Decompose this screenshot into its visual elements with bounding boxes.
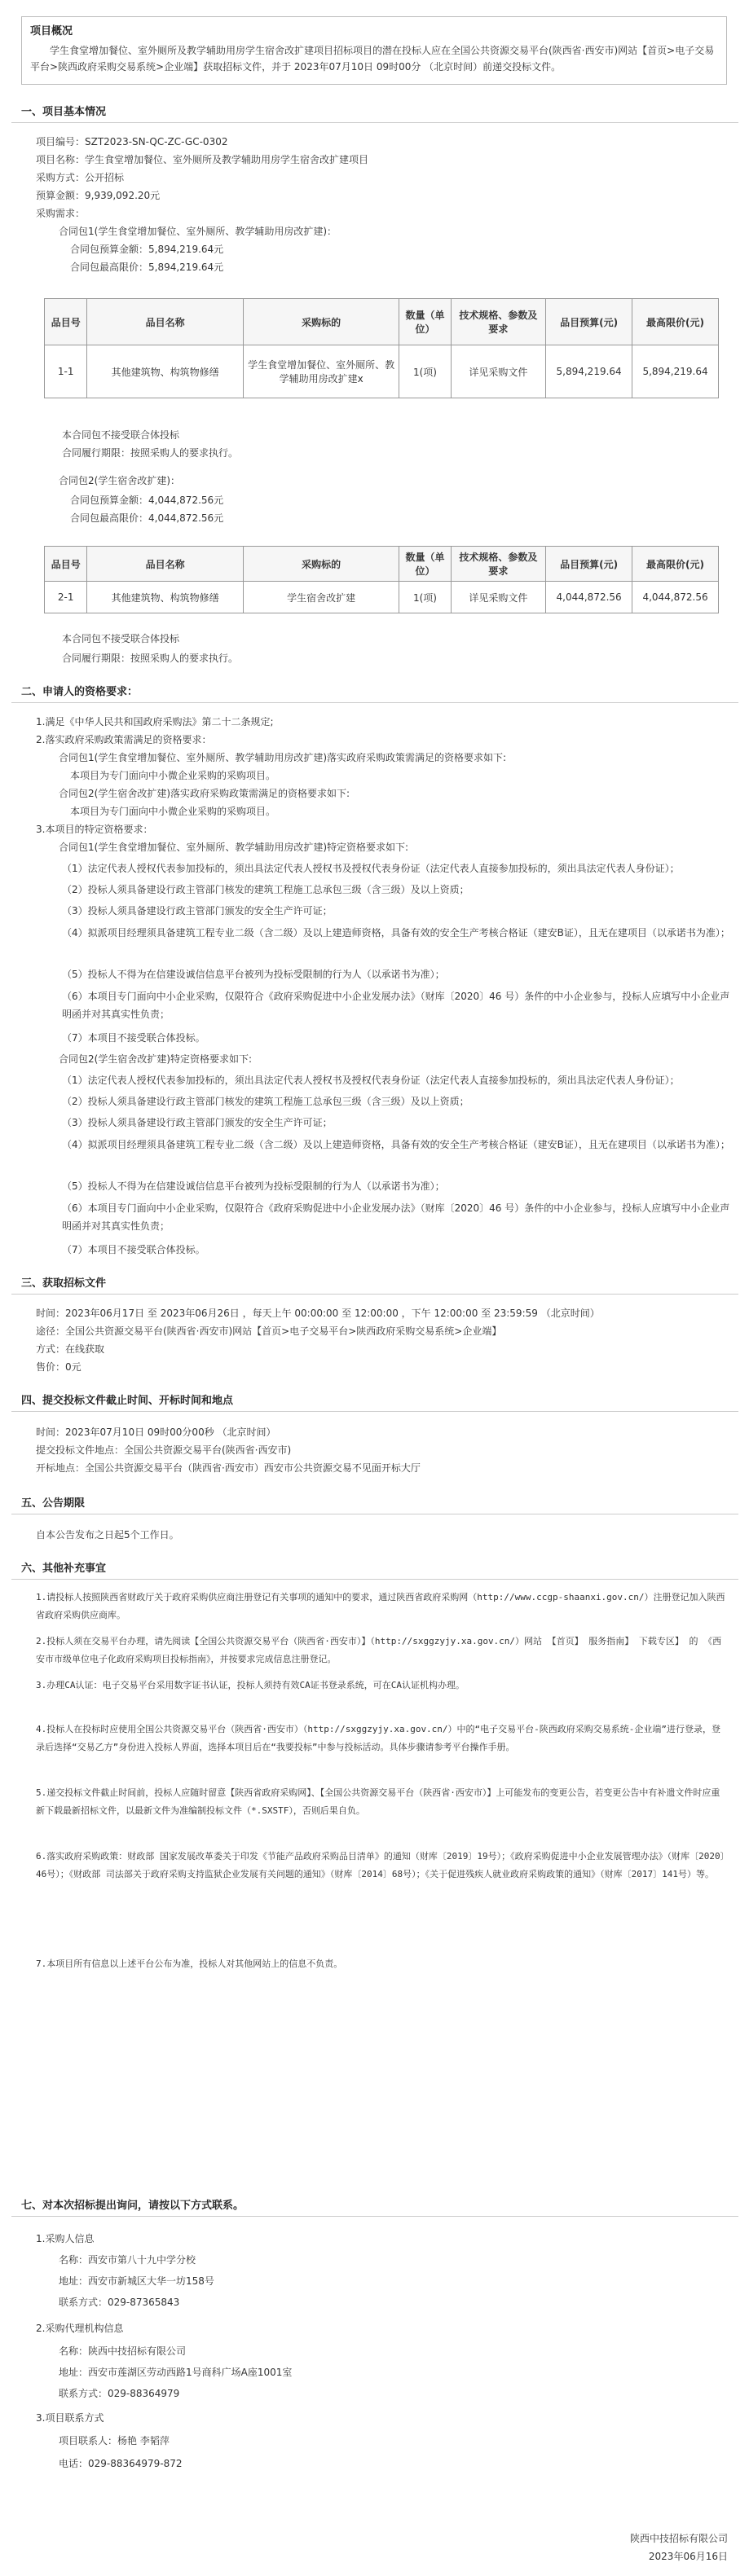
procurement-need: 采购需求：	[36, 208, 86, 219]
qual-item: （3）投标人须具备建设行政主管部门颁发的安全生产许可证；	[62, 905, 333, 917]
qual-item: （4）拟派项目经理须具备建筑工程专业二级（含二级）及以上建造师资格，具备有效的安全生产考核合格证（建安B证），且无在建项目（以承诺书为准）；	[62, 1139, 730, 1150]
th-spec: 技术规格、参数及要求	[451, 299, 546, 345]
overview-body: 学生食堂增加餐位、室外厕所及教学辅助用房学生宿舍改扩建项目招标项目的潜在投标人应在全国公共资源交易平台(陕西省·西安市)网站【首页>电子交易平台>陕西政府采购交易系统>企业端】获取招标文件，并于 2023年07月10日 09时00分 （北京时间）前递交投标文件。	[30, 45, 715, 73]
cell-target: 学生食堂增加餐位、室外厕所、教学辅助用房改扩建x	[243, 345, 399, 398]
cell-spec: 详见采购文件	[451, 345, 546, 398]
qual-item: （1）法定代表人授权代表参加投标的，须出具法定代表人授权书及授权代表身份证（法定代表人直接参加投标的，须出具法定代表人身份证）；	[62, 863, 680, 874]
th-budget: 品目预算(元)	[546, 299, 632, 345]
qual-item: （6）本项目专门面向中小企业采购，仅限符合《政府采购促进中小企业发展办法》（财库〔2020〕46 号）条件的中小企业参与，投标人应填写中小企业声明函并对其真实性负责；	[62, 991, 730, 1020]
divider	[11, 2216, 738, 2217]
qual-line: 本项目为专门面向中小微企业采购的采购项目。	[70, 806, 276, 817]
th-quantity: 数量（单位）	[399, 299, 451, 345]
footer-date: 2023年06月16日	[648, 2551, 728, 2562]
th-item-name: 品目名称	[87, 547, 244, 582]
agent-heading: 2.采购代理机构信息	[36, 2323, 124, 2334]
qual-item: （2）投标人须具备建设行政主管部门核发的建筑工程施工总承包三级（含三级）及以上资质；	[62, 884, 469, 895]
qual-line: 合同包1(学生食堂增加餐位、室外厕所、教学辅助用房改扩建)落实政府采购政策需满足的资格要求如下:	[59, 752, 507, 763]
divider	[11, 1294, 738, 1295]
qual-line: 2.落实政府采购政策需满足的资格要求：	[36, 734, 212, 745]
cell-item-name: 其他建筑物、构筑物修缮	[87, 582, 244, 613]
cell-budget: 5,894,219.64	[546, 345, 632, 398]
table-row	[45, 582, 719, 613]
th-item-name: 品目名称	[87, 299, 244, 345]
buyer-phone: 联系方式：029-87365843	[59, 2297, 180, 2308]
cell-item-name: 其他建筑物、构筑物修缮	[87, 345, 244, 398]
lot1-table	[44, 298, 719, 398]
section5-title: 五、公告期限	[21, 1497, 86, 1510]
section7-title: 七、对本次招标提出询问，请按以下方式联系。	[21, 2200, 245, 2212]
buyer-name: 名称：西安市第八十九中学分校	[59, 2254, 196, 2266]
contact-phone: 电话：029-88364979-872	[59, 2458, 183, 2469]
notice-period: 自本公告发布之日起5个工作日。	[36, 1529, 179, 1541]
qual-item: （7）本项目不接受联合体投标。	[62, 1244, 205, 1255]
th-spec: 技术规格、参数及要求	[451, 547, 546, 582]
section1-title: 一、项目基本情况	[21, 106, 107, 118]
qual-line: 合同包1(学生食堂增加餐位、室外厕所、教学辅助用房改扩建)特定资格要求如下:	[59, 842, 409, 853]
th-max: 最高限价(元)	[632, 299, 719, 345]
lot2-note-term: 合同履行期限：按照采购人的要求执行。	[62, 653, 239, 664]
qual-item: （4）拟派项目经理须具备建筑工程专业二级（含二级）及以上建造师资格，具备有效的安全生产考核合格证（建安B证），且无在建项目（以承诺书为准）；	[62, 927, 730, 939]
obtain-place: 途径：全国公共资源交易平台(陕西省·西安市)网站【首页>电子交易平台>陕西政府采购交易系统>企业端】	[36, 1325, 502, 1337]
divider	[11, 1579, 738, 1580]
cell-quantity: 1(项)	[399, 582, 451, 613]
deadline-time: 时间：2023年07月10日 09时00分00秒 （北京时间）	[36, 1426, 276, 1438]
buyer-heading: 1.采购人信息	[36, 2233, 95, 2244]
qual-line: 合同包2(学生宿舍改扩建)特定资格要求如下:	[59, 1053, 253, 1065]
th-max: 最高限价(元)	[632, 547, 719, 582]
lot1-note-consortium: 本合同包不接受联合体投标	[62, 429, 180, 441]
note-paragraph: 6.落实政府采购政策：财政部 国家发展改革委关于印发《节能产品政府采购品目清单》的通知（财库〔2019〕19号）；《政府采购促进中小企业发展管理办法》（财库〔2020〕46号）；《财政部 司法部关于政府采购支持监狱企业发展有关问题的通知》（财库〔2014〕68号）；《关于促进残疾人就业政府采购政策的通知》（财库〔2017〕141号）等。	[36, 1851, 725, 1879]
qual-item: （7）本项目不接受联合体投标。	[62, 1032, 205, 1044]
th-quantity: 数量（单位）	[399, 547, 451, 582]
th-item-no: 品目号	[45, 299, 87, 345]
qual-item: （1）法定代表人授权代表参加投标的，须出具法定代表人授权书及授权代表身份证（法定代表人直接参加投标的，须出具法定代表人身份证）；	[62, 1075, 680, 1086]
lot2-max-price: 合同包最高限价：4,044,872.56元	[70, 512, 224, 524]
th-budget: 品目预算(元)	[546, 547, 632, 582]
section4-title: 四、提交投标文件截止时间、开标时间和地点	[21, 1395, 234, 1407]
lot2-budget: 合同包预算金额：4,044,872.56元	[70, 495, 224, 506]
divider	[11, 702, 738, 703]
obtain-price: 售价：0元	[36, 1361, 82, 1373]
th-target: 采购标的	[243, 299, 399, 345]
overview-title: 项目概况	[30, 25, 73, 37]
note-paragraph: 7.本项目所有信息以上述平台公布为准，投标人对其他网站上的信息不负责。	[36, 1958, 343, 1969]
project-name: 项目名称：学生食堂增加餐位、室外厕所及教学辅助用房学生宿舍改扩建项目	[36, 154, 369, 165]
lot1-max-price: 合同包最高限价：5,894,219.64元	[70, 262, 224, 273]
contact-people: 项目联系人：杨艳 李韬萍	[59, 2435, 170, 2446]
obtain-way: 方式：在线获取	[36, 1343, 105, 1355]
cell-quantity: 1(项)	[399, 345, 451, 398]
table-header-row	[45, 547, 719, 582]
divider	[11, 122, 738, 123]
submit-place: 提交投标文件地点：全国公共资源交易平台(陕西省·西安市)	[36, 1444, 292, 1456]
section3-title: 三、获取招标文件	[21, 1277, 107, 1290]
qual-item: （6）本项目专门面向中小企业采购，仅限符合《政府采购促进中小企业发展办法》（财库〔2020〕46 号）条件的中小企业参与，投标人应填写中小企业声明函并对其真实性负责；	[62, 1202, 730, 1232]
obtain-time: 时间：2023年06月17日 至 2023年06月26日 ，每天上午 00:00:00 至 12:00:00 ，下午 12:00:00 至 23:59:59 （北京时间）	[36, 1308, 600, 1319]
table-header-row	[45, 299, 719, 345]
th-target: 采购标的	[243, 547, 399, 582]
agent-phone: 联系方式：029-88364979	[59, 2388, 180, 2399]
cell-item-no: 1-1	[45, 345, 87, 398]
cell-max: 4,044,872.56	[632, 582, 719, 613]
overview-box	[21, 16, 727, 85]
cell-spec: 详见采购文件	[451, 582, 546, 613]
lot2-table	[44, 546, 719, 613]
lot1-title: 合同包1(学生食堂增加餐位、室外厕所、教学辅助用房改扩建)：	[59, 226, 337, 237]
divider	[11, 1411, 738, 1412]
buyer-address: 地址：西安市新城区大华一坊158号	[59, 2275, 214, 2287]
contact-heading: 3.项目联系方式	[36, 2412, 104, 2424]
note-paragraph: 5.递交投标文件截止时间前，投标人应随时留意【陕西省政府采购网】、【全国公共资源交易平台（陕西省·西安市）】上可能发布的变更公告，若变更公告中有补遗文件时应重新下载最新招标文件，以最新文件为准编制投标文件（*.SXSTF），否则后果自负。	[36, 1787, 720, 1816]
note-paragraph: 4.投标人在投标时应使用全国公共资源交易平台（陕西省·西安市）（http://sxggzyjy.xa.gov.cn/）中的“电子交易平台-陕西政府采购交易系统-企业端”进行登录，登录后选择“交易乙方”身份进入投标人界面，选择本项目后在“我要投标”中参与投标活动。具体步骤请参考平台操作手册。	[36, 1724, 721, 1752]
qual-item: （3）投标人须具备建设行政主管部门颁发的安全生产许可证；	[62, 1117, 333, 1128]
cell-max: 5,894,219.64	[632, 345, 719, 398]
th-item-no: 品目号	[45, 547, 87, 582]
footer-company: 陕西中技招标有限公司	[629, 2533, 728, 2544]
qual-line: 1.满足《中华人民共和国政府采购法》第二十二条规定;	[36, 716, 274, 728]
opening-place: 开标地点：全国公共资源交易平台（陕西省·西安市）西安市公共资源交易不见面开标大厅	[36, 1462, 421, 1474]
cell-target: 学生宿舍改扩建	[243, 582, 399, 613]
table-row	[45, 345, 719, 398]
procurement-method: 采购方式：公开招标	[36, 172, 125, 183]
section2-title: 二、申请人的资格要求：	[21, 686, 139, 698]
agent-address: 地址：西安市莲湖区劳动西路1号商科广场A座1001室	[59, 2367, 293, 2378]
qual-item: （5）投标人不得为在信建设诚信信息平台被列为投标受限制的行为人（以承诺书为准）；	[62, 969, 445, 980]
project-number: 项目编号：SZT2023-SN-QC-ZC-GC-0302	[36, 136, 228, 147]
qual-item: （2）投标人须具备建设行政主管部门核发的建筑工程施工总承包三级（含三级）及以上资质；	[62, 1096, 469, 1107]
lot1-note-term: 合同履行期限：按照采购人的要求执行。	[62, 447, 239, 459]
qual-line: 合同包2(学生宿舍改扩建)落实政府采购政策需满足的资格要求如下:	[59, 788, 350, 799]
qual-line: 本项目为专门面向中小微企业采购的采购项目。	[70, 770, 276, 781]
lot2-title: 合同包2(学生宿舍改扩建)：	[59, 475, 180, 486]
lot1-budget: 合同包预算金额：5,894,219.64元	[70, 244, 224, 255]
lot2-note-consortium: 本合同包不接受联合体投标	[62, 633, 180, 644]
note-paragraph: 3.办理CA认证：电子交易平台采用数字证书认证，投标人须持有效CA证书登录系统，可在CA认证机构办理。	[36, 1680, 465, 1690]
cell-item-no: 2-1	[45, 582, 87, 613]
budget-amount: 预算金额：9,939,092.20元	[36, 190, 161, 201]
cell-budget: 4,044,872.56	[546, 582, 632, 613]
note-paragraph: 1.请投标人按照陕西省财政厅关于政府采购供应商注册登记有关事项的通知中的要求，通过陕西省政府采购网（http://www.ccgp-shaanxi.gov.cn/）注册登记加入陕西省政府采购供应商库。	[36, 1592, 725, 1620]
agent-name: 名称：陕西中技招标有限公司	[59, 2345, 187, 2357]
qual-item: （5）投标人不得为在信建设诚信信息平台被列为投标受限制的行为人（以承诺书为准）；	[62, 1180, 445, 1192]
note-paragraph: 2.投标人须在交易平台办理，请先阅读【全国公共资源交易平台（陕西省·西安市）】（http://sxggzyjy.xa.gov.cn/）网站 【首页】 服务指南】 下载专区】 的 《西安市市级单位电子化政府采购项目投标指南》，并按要求完成信息注册登记。	[36, 1636, 722, 1664]
section6-title: 六、其他补充事宜	[21, 1563, 107, 1575]
qual-line: 3.本项目的特定资格要求：	[36, 824, 153, 835]
